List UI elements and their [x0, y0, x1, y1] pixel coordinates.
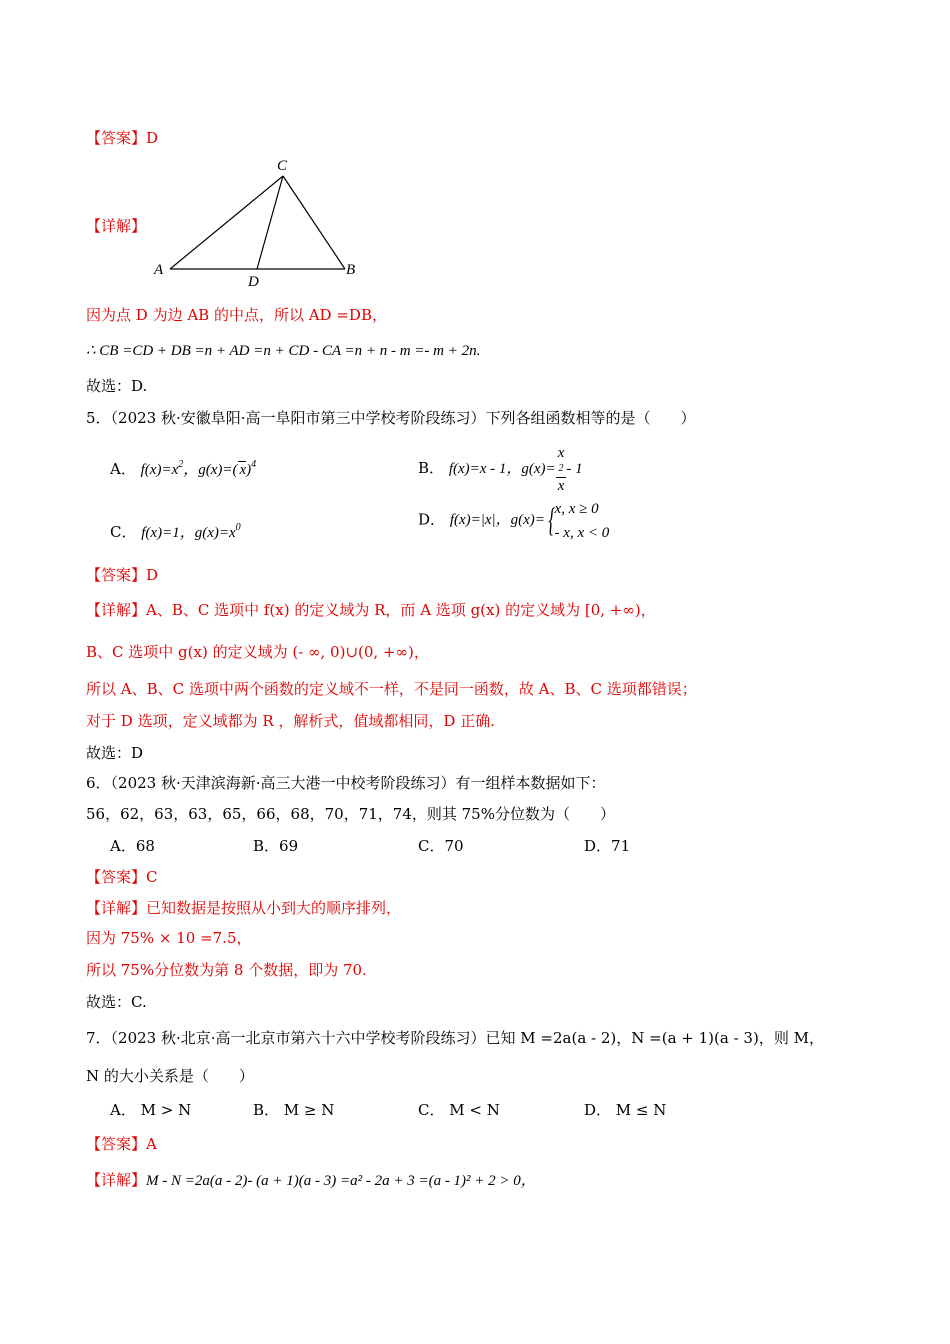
q7-option-c: C． M < N: [418, 1101, 500, 1119]
detail-text: A、B、C 选项中 f(x) 的定义域为 R，而 A 选项 g(x) 的定义域为 [0, +∞)，: [146, 601, 656, 619]
q5-detail-line3: 所以 A、B、C 选项中两个函数的定义域不一样，不是同一函数，故 A、B、C 选项都错误；: [86, 680, 697, 698]
option-label: B．: [418, 458, 445, 477]
q5-choice: 故选：D: [86, 744, 144, 762]
detail-label: 【详解】: [86, 899, 147, 917]
q5-option-c: [110, 518, 241, 543]
answer-value: A: [146, 1135, 157, 1153]
q7-question-line1: 7．（2023 秋·北京·高一北京市第六十六中学校考阶段练习）已知 M =2a(a - 2)，N =(a + 1)(a - 3)，则 M，: [86, 1029, 824, 1047]
vertex-a-label: A: [154, 262, 164, 278]
vertex-c-label: C: [277, 158, 288, 174]
option-label: D．: [418, 510, 446, 529]
q6-data-line: 56，62，63，63，65，66，68，70，71，74，则其 75%分位数为（ ）: [86, 805, 615, 823]
detail-text: 已知数据是按照从小到大的顺序排列，: [146, 899, 402, 917]
q7-answer-line: [86, 1134, 157, 1154]
q6-option-c: C．70: [418, 837, 464, 855]
q4-answer-line: [86, 128, 158, 148]
q6-option-b: B．69: [253, 837, 299, 855]
answer-value: D: [146, 566, 159, 584]
option-label: A．: [110, 460, 136, 478]
q6-answer-line: [86, 867, 158, 887]
answer-label: 【答案】: [86, 566, 147, 584]
q7-detail-line1: [86, 1170, 536, 1191]
q6-detail-line2: 因为 75% × 10 =7.5，: [86, 929, 252, 947]
q6-detail-line1: [86, 898, 401, 918]
detail-text: M - N =2a(a - 2)- (a + 1)(a - 3) =a² - 2a + 3 =(a - 1)² + 2 > 0，: [146, 1173, 536, 1189]
detail-label: 【详解】: [86, 601, 147, 619]
answer-value: C: [146, 868, 158, 886]
option-expr: f(x)=x - 1，g(x)= x 2 x - 1: [448, 445, 583, 494]
vertex-b-label: B: [346, 262, 356, 278]
answer-value: D: [146, 129, 159, 147]
option-label: C．: [110, 523, 137, 541]
q7-option-a: A． M > N: [110, 1101, 192, 1119]
q4-detail-line1: 因为点 D 为边 AB 的中点，所以 AD =DB，: [86, 306, 387, 324]
q5-detail-line2: B、C 选项中 g(x) 的定义域为 (- ∞, 0)∪(0, +∞)，: [86, 643, 429, 661]
answer-label: 【答案】: [86, 129, 147, 147]
q4-choice: 故选：D.: [86, 377, 148, 395]
q6-option-a: A．68: [110, 837, 155, 855]
q5-option-d: [418, 497, 609, 545]
q6-option-d: D．71: [584, 837, 631, 855]
answer-label: 【答案】: [86, 1135, 147, 1153]
q5-answer-line: [86, 565, 158, 585]
q6-question: 6．（2023 秋·天津滨海新·高三大港一中校考阶段练习）有一组样本数据如下：: [86, 774, 606, 792]
q5-option-b: [418, 445, 583, 494]
q5-option-a: [110, 455, 256, 480]
q7-option-b: B． M ≥ N: [253, 1101, 335, 1119]
triangle-figure: [150, 150, 370, 295]
option-expr: $f(x)=x^2$，g(x)=( x)$^4$: [140, 459, 257, 478]
q7-question-line2: N 的大小关系是（ ）: [86, 1067, 254, 1085]
q5-detail-line1: [86, 600, 656, 620]
answer-label: 【答案】: [86, 868, 147, 886]
q6-choice: 故选：C.: [86, 993, 147, 1011]
q6-detail-line3: 所以 75%分位数为第 8 个数据，即为 70.: [86, 961, 367, 979]
detail-label: 【详解】: [86, 1171, 147, 1189]
q4-detail-label: 【详解】: [86, 217, 147, 235]
option-expr: f(x)=|x|，g(x)= {x, x ≥ 0 - x, x < 0: [449, 501, 610, 541]
q5-question: 5．（2023 秋·安徽阜阳·高一阜阳市第三中学校考阶段练习）下列各组函数相等的是（ ）: [86, 409, 696, 427]
q4-detail-line2: ∴ CB =CD + DB =n + AD =n + CD - CA =n + n - m =- m + 2n.: [86, 343, 481, 359]
q7-option-d: D． M ≤ N: [584, 1101, 667, 1119]
vertex-d-label: D: [248, 274, 259, 290]
option-expr: f(x)=1，$g(x)=x^0$: [141, 522, 241, 541]
q5-detail-line4: 对于 D 选项，定义域都为 R ，解析式，值域都相同，D 正确.: [86, 712, 495, 730]
